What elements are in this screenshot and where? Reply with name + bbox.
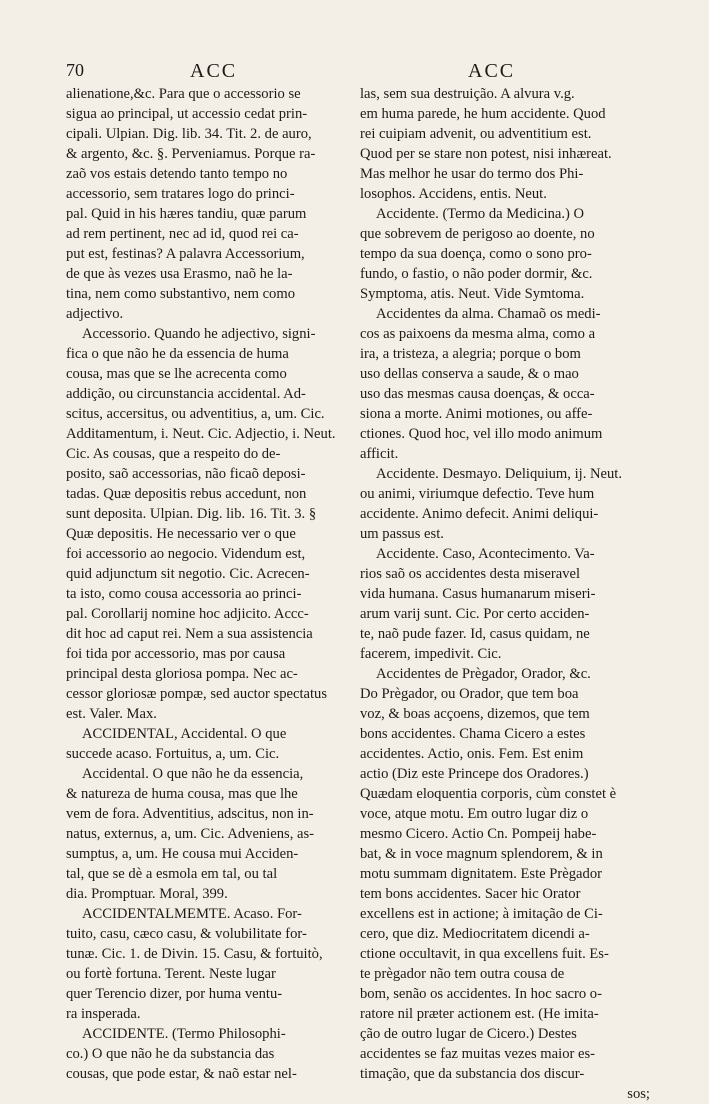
text-line: tal, que se dè a esmola em tal, ou tal bbox=[66, 866, 278, 882]
text-line: rei cuipiam advenit, ou adventitium est. bbox=[360, 126, 592, 142]
text-line: ctiones. Quod hoc, vel illo modo animum bbox=[360, 426, 603, 442]
text-line: te, naõ pude fazer. Id, casus quidam, ne bbox=[360, 626, 590, 642]
text-line: Accidente. Desmayo. Deliquium, ij. Neut. bbox=[376, 466, 623, 482]
text-line: posito, saõ accessorias, não ficaõ deposi- bbox=[66, 466, 306, 482]
text-line: Quæ depositis. He necessario ver o que bbox=[66, 526, 296, 542]
text-line: dia. Promptuar. Moral, 399. bbox=[66, 886, 228, 902]
text-line: sigua ao principal, ut accessio cedat prin- bbox=[66, 106, 308, 122]
text-line: voce, atque motu. Em outro lugar diz o bbox=[360, 806, 589, 822]
text-line: adjectivo. bbox=[66, 306, 124, 322]
text-line: ACCIDENTE. (Termo Philosophi- bbox=[82, 1026, 286, 1042]
text-line: pal. Corollarij nomine hoc adjicito. Accc- bbox=[66, 606, 309, 622]
text-line: facerem, impedivit. Cic. bbox=[360, 646, 502, 662]
text-line: & argento, &c. §. Perveniamus. Porque ra- bbox=[66, 146, 316, 162]
text-line: Quædam eloquentia corporis, cùm constet è bbox=[360, 786, 617, 802]
text-line: succede acaso. Fortuitus, a, um. Cic. bbox=[66, 746, 280, 762]
text-line: fica o que não he da essencia de huma bbox=[66, 346, 289, 362]
text-line: accessorio, sem tratares logo do princi- bbox=[66, 186, 295, 202]
text-line: cos as paixoens da mesma alma, como a bbox=[360, 326, 596, 342]
page-number: 70 bbox=[66, 60, 84, 80]
text-line: cero, que diz. Mediocritatem dicendi a- bbox=[360, 926, 590, 942]
text-line: tunæ. Cic. 1. de Divin. 15. Casu, & fortuitò, bbox=[66, 946, 323, 962]
text-line: & natureza de huma cousa, mas que lhe bbox=[66, 786, 298, 802]
text-line: ira, a tristeza, a alegria; porque o bom bbox=[360, 346, 581, 362]
text-line: dit hoc ad caput rei. Nem a sua assistencia bbox=[66, 626, 313, 642]
text-line: foi tida por accessorio, mas por causa bbox=[66, 646, 286, 662]
text-line: tadas. Quæ depositis rebus accedunt, non bbox=[66, 486, 307, 502]
text-line: tempo da sua doença, como o sono pro- bbox=[360, 246, 592, 262]
text-line: uso dellas conserva a saude, & o mao bbox=[360, 366, 579, 382]
text-line: siona a morte. Animi motiones, ou affe- bbox=[360, 406, 593, 422]
text-line: ACCIDENTAL, Accidental. O que bbox=[82, 726, 287, 742]
text-line: timação, que da substancia dos discur- bbox=[360, 1066, 585, 1082]
text-line: actio (Diz este Princepe dos Oradores.) bbox=[360, 766, 589, 782]
text-line: sos; bbox=[627, 1086, 650, 1102]
text-line: Accidente. Caso, Acontecimento. Va- bbox=[376, 546, 595, 562]
text-line: ratore nil præter actionem est. (He imita- bbox=[360, 1006, 599, 1022]
text-line: afficit. bbox=[360, 446, 399, 462]
text-line: ta isto, como cousa accessoria ao princi- bbox=[66, 586, 302, 602]
text-line: cousa, mas que se lhe acrecenta como bbox=[66, 366, 287, 382]
text-line: ACCIDENTALMEMTE. Acaso. For- bbox=[82, 906, 302, 922]
text-line: uso das mesmas causa doenças, & occa- bbox=[360, 386, 595, 402]
text-line: las, sem sua destruição. A alvura v.g. bbox=[360, 86, 575, 102]
text-line: tuito, casu, cæco casu, & volubilitate for- bbox=[66, 926, 307, 942]
text-line: ou fortè fortuna. Terent. Neste lugar bbox=[66, 966, 276, 982]
text-line: um passus est. bbox=[360, 526, 444, 542]
text-line: Quod per se stare non potest, nisi inhæreat. bbox=[360, 146, 612, 162]
text-line: bons accidentes. Chama Cicero a estes bbox=[360, 726, 586, 742]
text-line: Cic. As cousas, que a respeito do de- bbox=[66, 446, 281, 462]
text-line: bom, senão os accidentes. In hoc sacro o- bbox=[360, 986, 602, 1002]
right-column bbox=[360, 84, 650, 1104]
text-line: ção de outro lugar de Cicero.) Destes bbox=[360, 1026, 577, 1042]
text-line: losophos. Accidens, entis. Neut. bbox=[360, 186, 547, 202]
text-line: alienatione,&c. Para que o accessorio se bbox=[66, 86, 301, 102]
text-line: voz, & boas acçoens, dizemos, que tem bbox=[360, 706, 590, 722]
text-line: rios saõ os accidentes desta miseravel bbox=[360, 566, 581, 582]
text-line: co.) O que não he da substancia das bbox=[66, 1046, 275, 1062]
text-line: tem bons accidentes. Sacer hic Orator bbox=[360, 886, 581, 902]
text-line: motu summam dignitatem. Este Prègador bbox=[360, 866, 602, 882]
text-line: quid adjunctum sit negotio. Cic. Acrecen- bbox=[66, 566, 310, 582]
text-line: foi accessorio ao negocio. Videndum est, bbox=[66, 546, 306, 562]
text-line: accidentes. Actio, onis. Fem. Est enim bbox=[360, 746, 584, 762]
text-line: ctione occultavit, in qua excellens fuit. Es- bbox=[360, 946, 609, 962]
text-line: Accessorio. Quando he adjectivo, signi- bbox=[82, 326, 316, 342]
text-line: fundo, o fastio, o não poder dormir, &c. bbox=[360, 266, 593, 282]
text-line: cousas, que pode estar, & naõ estar nel- bbox=[66, 1066, 297, 1082]
text-line: arum varij sunt. Cic. Por certo acciden- bbox=[360, 606, 590, 622]
text-line: est. Valer. Max. bbox=[66, 706, 157, 722]
text-line: vida humana. Casus humanarum miseri- bbox=[360, 586, 596, 602]
text-line: Additamentum, i. Neut. Cic. Adjectio, i. Neut. bbox=[66, 426, 336, 442]
text-line: Accidental. O que não he da essencia, bbox=[82, 766, 304, 782]
text-line: ad rem pertinent, nec ad id, quod rei ca- bbox=[66, 226, 299, 242]
text-line: cessor gloriosæ pompæ, sed auctor spectatus bbox=[66, 686, 328, 702]
text-line: accidente. Animo defecit. Animi deliqui- bbox=[360, 506, 599, 522]
text-line: natus, externus, a, um. Cic. Adveniens, as- bbox=[66, 826, 315, 842]
text-line: sumptus, a, um. He cousa mui Acciden- bbox=[66, 846, 299, 862]
text-line: mesmo Cicero. Actio Cn. Pompeij habe- bbox=[360, 826, 597, 842]
text-line: ra insperada. bbox=[66, 1006, 141, 1022]
text-line: Mas melhor he usar do termo dos Phi- bbox=[360, 166, 584, 182]
text-line: addição, ou circunstancia accidental. Ad- bbox=[66, 386, 306, 402]
text-line: principal desta gloriosa pompa. Nec ac- bbox=[66, 666, 298, 682]
text-line: de que às vezes usa Erasmo, naõ he la- bbox=[66, 266, 293, 282]
text-line: scitus, accersitus, ou adventitius, a, um. Cic. bbox=[66, 406, 325, 422]
text-line: accidentes se faz muitas vezes maior es- bbox=[360, 1046, 596, 1062]
text-line: quer Terencio dizer, por huma ventu- bbox=[66, 986, 283, 1002]
text-line: ou animi, viriumque defectio. Teve hum bbox=[360, 486, 595, 502]
text-line: te prègador não tem outra cousa de bbox=[360, 966, 565, 982]
text-line: que sobrevem de perigoso ao doente, no bbox=[360, 226, 595, 242]
text-line: Accidente. (Termo da Medicina.) O bbox=[376, 206, 585, 222]
text-line: pal. Quid in his hæres tandiu, quæ parum bbox=[66, 206, 307, 222]
text-line: Symptoma, atis. Neut. Vide Symtoma. bbox=[360, 286, 585, 302]
left-column bbox=[66, 84, 348, 1084]
text-line: Accidentes de Prègador, Orador, &c. bbox=[376, 666, 591, 682]
text-line: cipali. Ulpian. Dig. lib. 34. Tit. 2. de auro, bbox=[66, 126, 312, 142]
text-line: put est, festinas? A palavra Accessorium, bbox=[66, 246, 305, 262]
text-line: tina, nem como substantivo, nem como bbox=[66, 286, 296, 302]
text-line: Accidentes da alma. Chamaõ os medi- bbox=[376, 306, 601, 322]
text-line: sunt deposita. Ulpian. Dig. lib. 16. Tit. 3. § bbox=[66, 506, 317, 522]
text-line: em huma parede, he hum accidente. Quod bbox=[360, 106, 606, 122]
text-line: bat, & in voce magnum splendorem, & in bbox=[360, 846, 603, 862]
running-head-right: ACC bbox=[468, 60, 516, 82]
text-line: Do Prègador, ou Orador, que tem boa bbox=[360, 686, 579, 702]
running-head-left: ACC bbox=[190, 60, 238, 82]
text-line: zaõ vos estais detendo tanto tempo no bbox=[66, 166, 288, 182]
text-line: excellens est in actione; à imitação de Ci- bbox=[360, 906, 603, 922]
text-line: vem de fora. Adventitius, adscitus, non in- bbox=[66, 806, 314, 822]
